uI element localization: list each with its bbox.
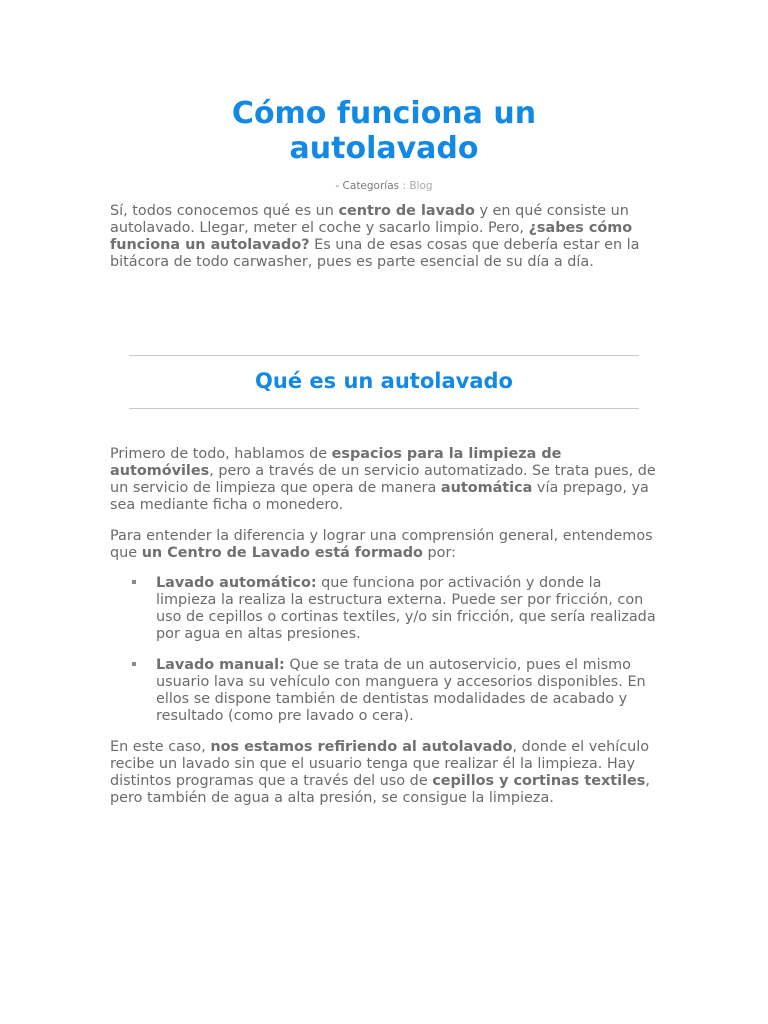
- meta-separator: :: [399, 180, 410, 192]
- intro-paragraph: [110, 203, 660, 271]
- p1-text-2: , pero a través de un servicio automatizado. Se trata pues, de un servicio de limpieza que opera de manera: [110, 463, 656, 496]
- intro-text-2: y en qué consiste un autolavado. Llegar, meter el coche y sacarlo limpio. Pero,: [110, 203, 629, 236]
- intro-bold-1: centro de lavado: [338, 203, 475, 219]
- categories-label: - Categorías: [335, 180, 400, 192]
- p1-text-1: Primero de todo, hablamos de: [110, 446, 332, 462]
- p3-text-1: En este caso,: [110, 739, 211, 755]
- list-item-text: [156, 657, 660, 725]
- p2-bold-1: un Centro de Lavado está formado: [141, 545, 423, 561]
- square-bullet-icon: [132, 662, 136, 666]
- p1-bold-2: automática: [440, 480, 533, 496]
- section-paragraph-2: [110, 528, 660, 562]
- list-item-description: que funciona por activación y donde la limpieza la realiza la estructura externa. Puede ser por fricción, con uso de cepillos o cortinas textiles, y/o sin fricción, que sería realizada por agua en altas presiones.: [156, 575, 656, 642]
- list-item-term: Lavado automático:: [156, 575, 317, 591]
- list-item-text: [156, 575, 660, 643]
- section-paragraph-3: [110, 739, 660, 807]
- page-title: Cómo funciona un autolavado: [231, 96, 537, 166]
- list-item-term: Lavado manual:: [156, 657, 285, 673]
- category-link-blog[interactable]: Blog: [409, 180, 433, 192]
- intro-text-3: Es una de esas cosas que debería estar en la bitácora de todo carwasher, pues es parte esencial de su día a día.: [110, 237, 640, 270]
- intro-bold-2: ¿sabes cómo funciona un autolavado?: [110, 220, 633, 253]
- section-divider-bottom: [129, 408, 639, 409]
- p3-bold-2: cepillos y cortinas textiles: [432, 773, 646, 789]
- section-paragraph-1: [110, 446, 660, 514]
- p2-text-2: por:: [422, 545, 456, 561]
- section-title: Qué es un autolavado: [255, 369, 513, 393]
- square-bullet-icon: [132, 580, 136, 584]
- p2-text-1: Para entender la diferencia y lograr una comprensión general, entendemos que: [110, 528, 653, 561]
- intro-text-1: Sí, todos conocemos qué es un: [110, 203, 339, 219]
- post-meta: [0, 179, 768, 193]
- p3-bold-1: nos estamos refiriendo al autolavado: [210, 739, 513, 755]
- p3-text-2: , donde el vehículo recibe un lavado sin que el usuario tenga que realizar él la limpieza. Hay distintos programas que a través del uso de: [110, 739, 650, 789]
- p1-text-3: vía prepago, ya sea mediante ficha o monedero.: [110, 480, 649, 513]
- list-item-description: Que se trata de un autoservicio, pues el mismo usuario lava su vehículo con manguera y accesorios disponibles. En ellos se dispone también de dentistas modalidades de acabado y resultado (como pre lavado o cera).: [156, 657, 646, 724]
- p3-text-3: , pero también de agua a alta presión, se consigue la limpieza.: [110, 773, 650, 806]
- section-divider-top: [129, 355, 639, 356]
- p1-bold-1: espacios para la limpieza de automóviles: [110, 446, 562, 479]
